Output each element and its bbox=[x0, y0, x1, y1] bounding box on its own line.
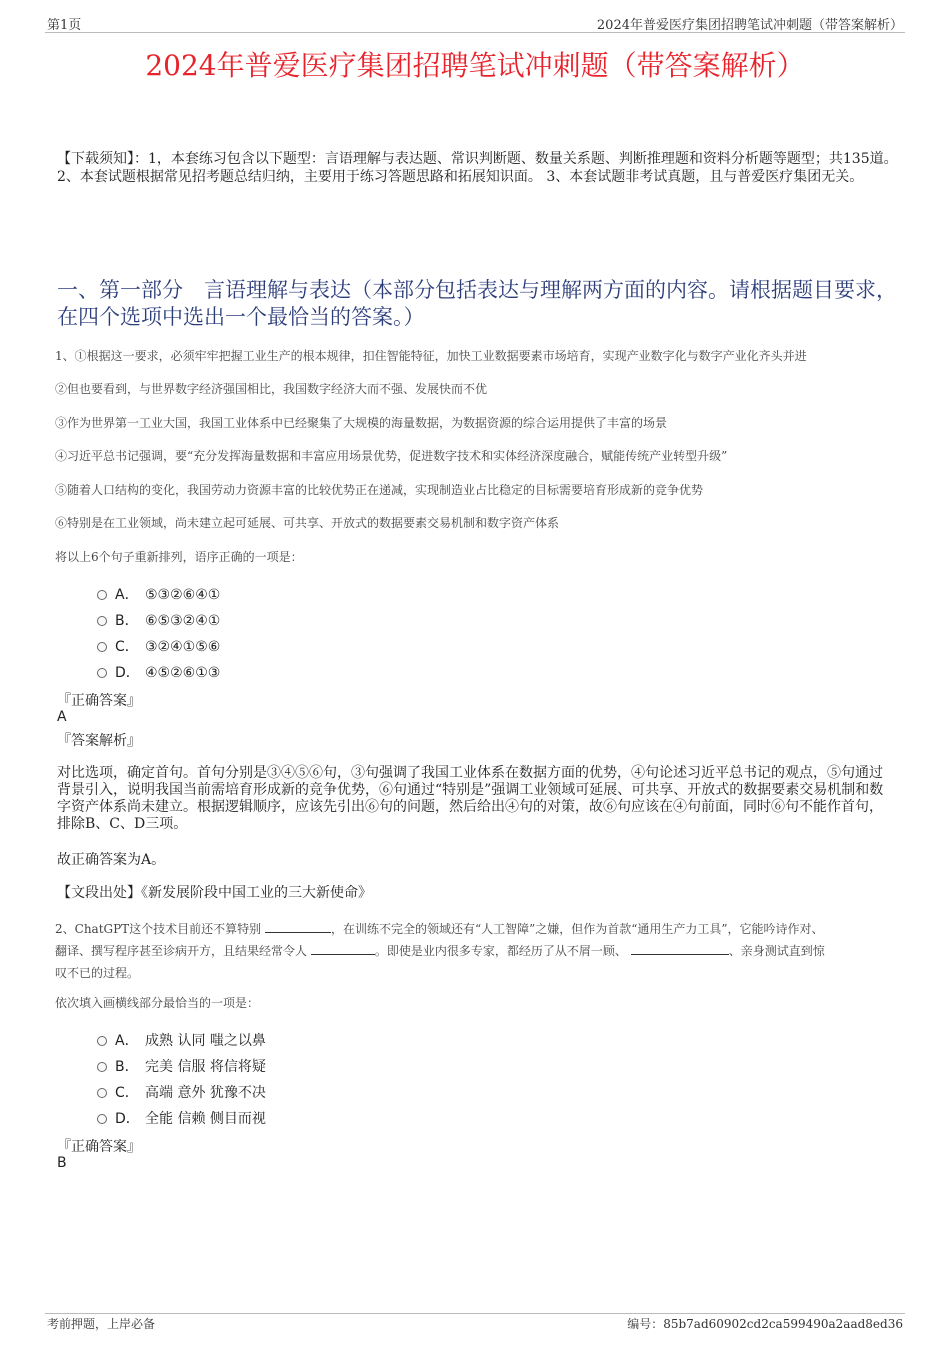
blank-2[interactable] bbox=[311, 942, 375, 955]
radio-icon[interactable] bbox=[97, 590, 107, 600]
q2-answer: B bbox=[57, 1155, 67, 1171]
page-title: 2024年普爱医疗集团招聘笔试冲刺题（带答案解析） bbox=[145, 49, 805, 82]
q2-stem: 2、ChatGPT这个技术目前还不算特别 ，在训练不完全的领域还有“人工智障”之嫌，但作为首款“通用生产力工具”，它能吟诗作对、 翻译、撰写程序甚至诊病开方，且结果经常令人 。即使是业内很多专家，都经历了从不屑一顾、 、亲身测试直到惊 叹不已的过程。 bbox=[55, 922, 825, 980]
radio-icon[interactable] bbox=[97, 1088, 107, 1098]
footer-divider bbox=[45, 1313, 905, 1314]
download-notice: 【下载须知】：1，本套练习包含以下题型：言语理解与表达题、常识判断题、数量关系题、判断推理题和资料分析题等题型；共135道。 2、本套试题根据常见招考题总结归纳，主要用于练习答题思路和拓展知识面。 3、本套试题非考试真题，且与普爱医疗集团无关。 bbox=[57, 151, 898, 185]
q2-option-b[interactable]: B． 完美 信服 将信将疑 bbox=[97, 1056, 266, 1076]
q2-prompt: 依次填入画横线部分最恰当的一项是： bbox=[55, 996, 260, 1010]
blank-1[interactable] bbox=[265, 920, 331, 933]
q1-line-3: ③作为世界第一工业大国，我国工业体系中已经聚集了大规模的海量数据，为数据资源的综合运用提供了丰富的场景 bbox=[55, 416, 668, 430]
blank-3[interactable] bbox=[631, 942, 729, 955]
radio-icon[interactable] bbox=[97, 668, 107, 678]
radio-icon[interactable] bbox=[97, 642, 107, 652]
q2-answer-label: 『正确答案』 bbox=[57, 1139, 141, 1155]
footer-serial: 编号：85b7ad60902cd2ca599490a2aad8ed36 bbox=[627, 1317, 903, 1331]
q2-option-c[interactable]: C． 高端 意外 犹豫不决 bbox=[97, 1082, 266, 1102]
radio-icon[interactable] bbox=[97, 1114, 107, 1124]
q1-line-1: 1、①根据这一要求，必须牢牢把握工业生产的根本规律，扣住智能特征，加快工业数据要素市场培育，实现产业数字化与数字产业化齐头并进 bbox=[55, 349, 807, 363]
q1-line-4: ④习近平总书记强调，要“充分发挥海量数据和丰富应用场景优势，促进数字技术和实体经济深度融合，赋能传统产业转型升级” bbox=[55, 449, 728, 463]
footer-slogan: 考前押题，上岸必备 bbox=[47, 1317, 156, 1331]
q2-option-d[interactable]: D． 全能 信赖 侧目而视 bbox=[97, 1108, 266, 1128]
q1-answer: A bbox=[57, 709, 67, 725]
q1-option-c[interactable]: C． ③②④①⑤⑥ bbox=[97, 636, 220, 656]
q1-source: 【文段出处】《新发展阶段中国工业的三大新使命》 bbox=[57, 885, 372, 901]
radio-icon[interactable] bbox=[97, 1062, 107, 1072]
q1-prompt: 将以上6个句子重新排列，语序正确的一项是： bbox=[55, 550, 303, 564]
header-divider bbox=[45, 32, 905, 33]
q1-option-a[interactable]: A． ⑤③②⑥④① bbox=[97, 584, 220, 604]
q1-conclusion: 故正确答案为A。 bbox=[57, 852, 166, 868]
section-title: 一、第一部分 言语理解与表达（本部分包括表达与理解两方面的内容。请根据题目要求，在四个选项中选出一个最恰当的答案。） bbox=[57, 278, 897, 329]
q1-option-b[interactable]: B． ⑥⑤③②④① bbox=[97, 610, 220, 630]
q1-line-5: ⑤随着人口结构的变化，我国劳动力资源丰富的比较优势正在递减，实现制造业占比稳定的目标需要培育形成新的竞争优势 bbox=[55, 483, 704, 497]
radio-icon[interactable] bbox=[97, 616, 107, 626]
q1-analysis-label: 『答案解析』 bbox=[57, 733, 141, 749]
q1-option-d[interactable]: D． ④⑤②⑥①③ bbox=[97, 662, 220, 682]
q1-line-2: ②但也要看到，与世界数字经济强国相比，我国数字经济大而不强、发展快而不优 bbox=[55, 382, 488, 396]
q1-analysis: 对比选项，确定首句。首句分别是③④⑤⑥句，③句强调了我国工业体系在数据方面的优势，④句论述习近平总书记的观点，⑤句通过背景引入，说明我国当前需培育形成新的竞争优势，⑥句通过“特别是”强调工业领域可延展、可共享、开放式的数据要素交易机制和数字资产体系尚未建立。根据逻辑顺序，应该先引出⑥句的问题，然后给出④句的对策，故⑥句应该在④句前面，同时⑥句不能作首句，排除B、C、D三项。 bbox=[57, 765, 884, 832]
page-number: 第1页 bbox=[47, 18, 82, 33]
header-doc-title: 2024年普爱医疗集团招聘笔试冲刺题（带答案解析） bbox=[596, 18, 903, 33]
radio-icon[interactable] bbox=[97, 1036, 107, 1046]
q2-option-a[interactable]: A． 成熟 认同 嗤之以鼻 bbox=[97, 1030, 266, 1050]
q1-answer-label: 『正确答案』 bbox=[57, 693, 141, 709]
q1-line-6: ⑥特别是在工业领域，尚未建立起可延展、可共享、开放式的数据要素交易机制和数字资产体系 bbox=[55, 516, 560, 530]
